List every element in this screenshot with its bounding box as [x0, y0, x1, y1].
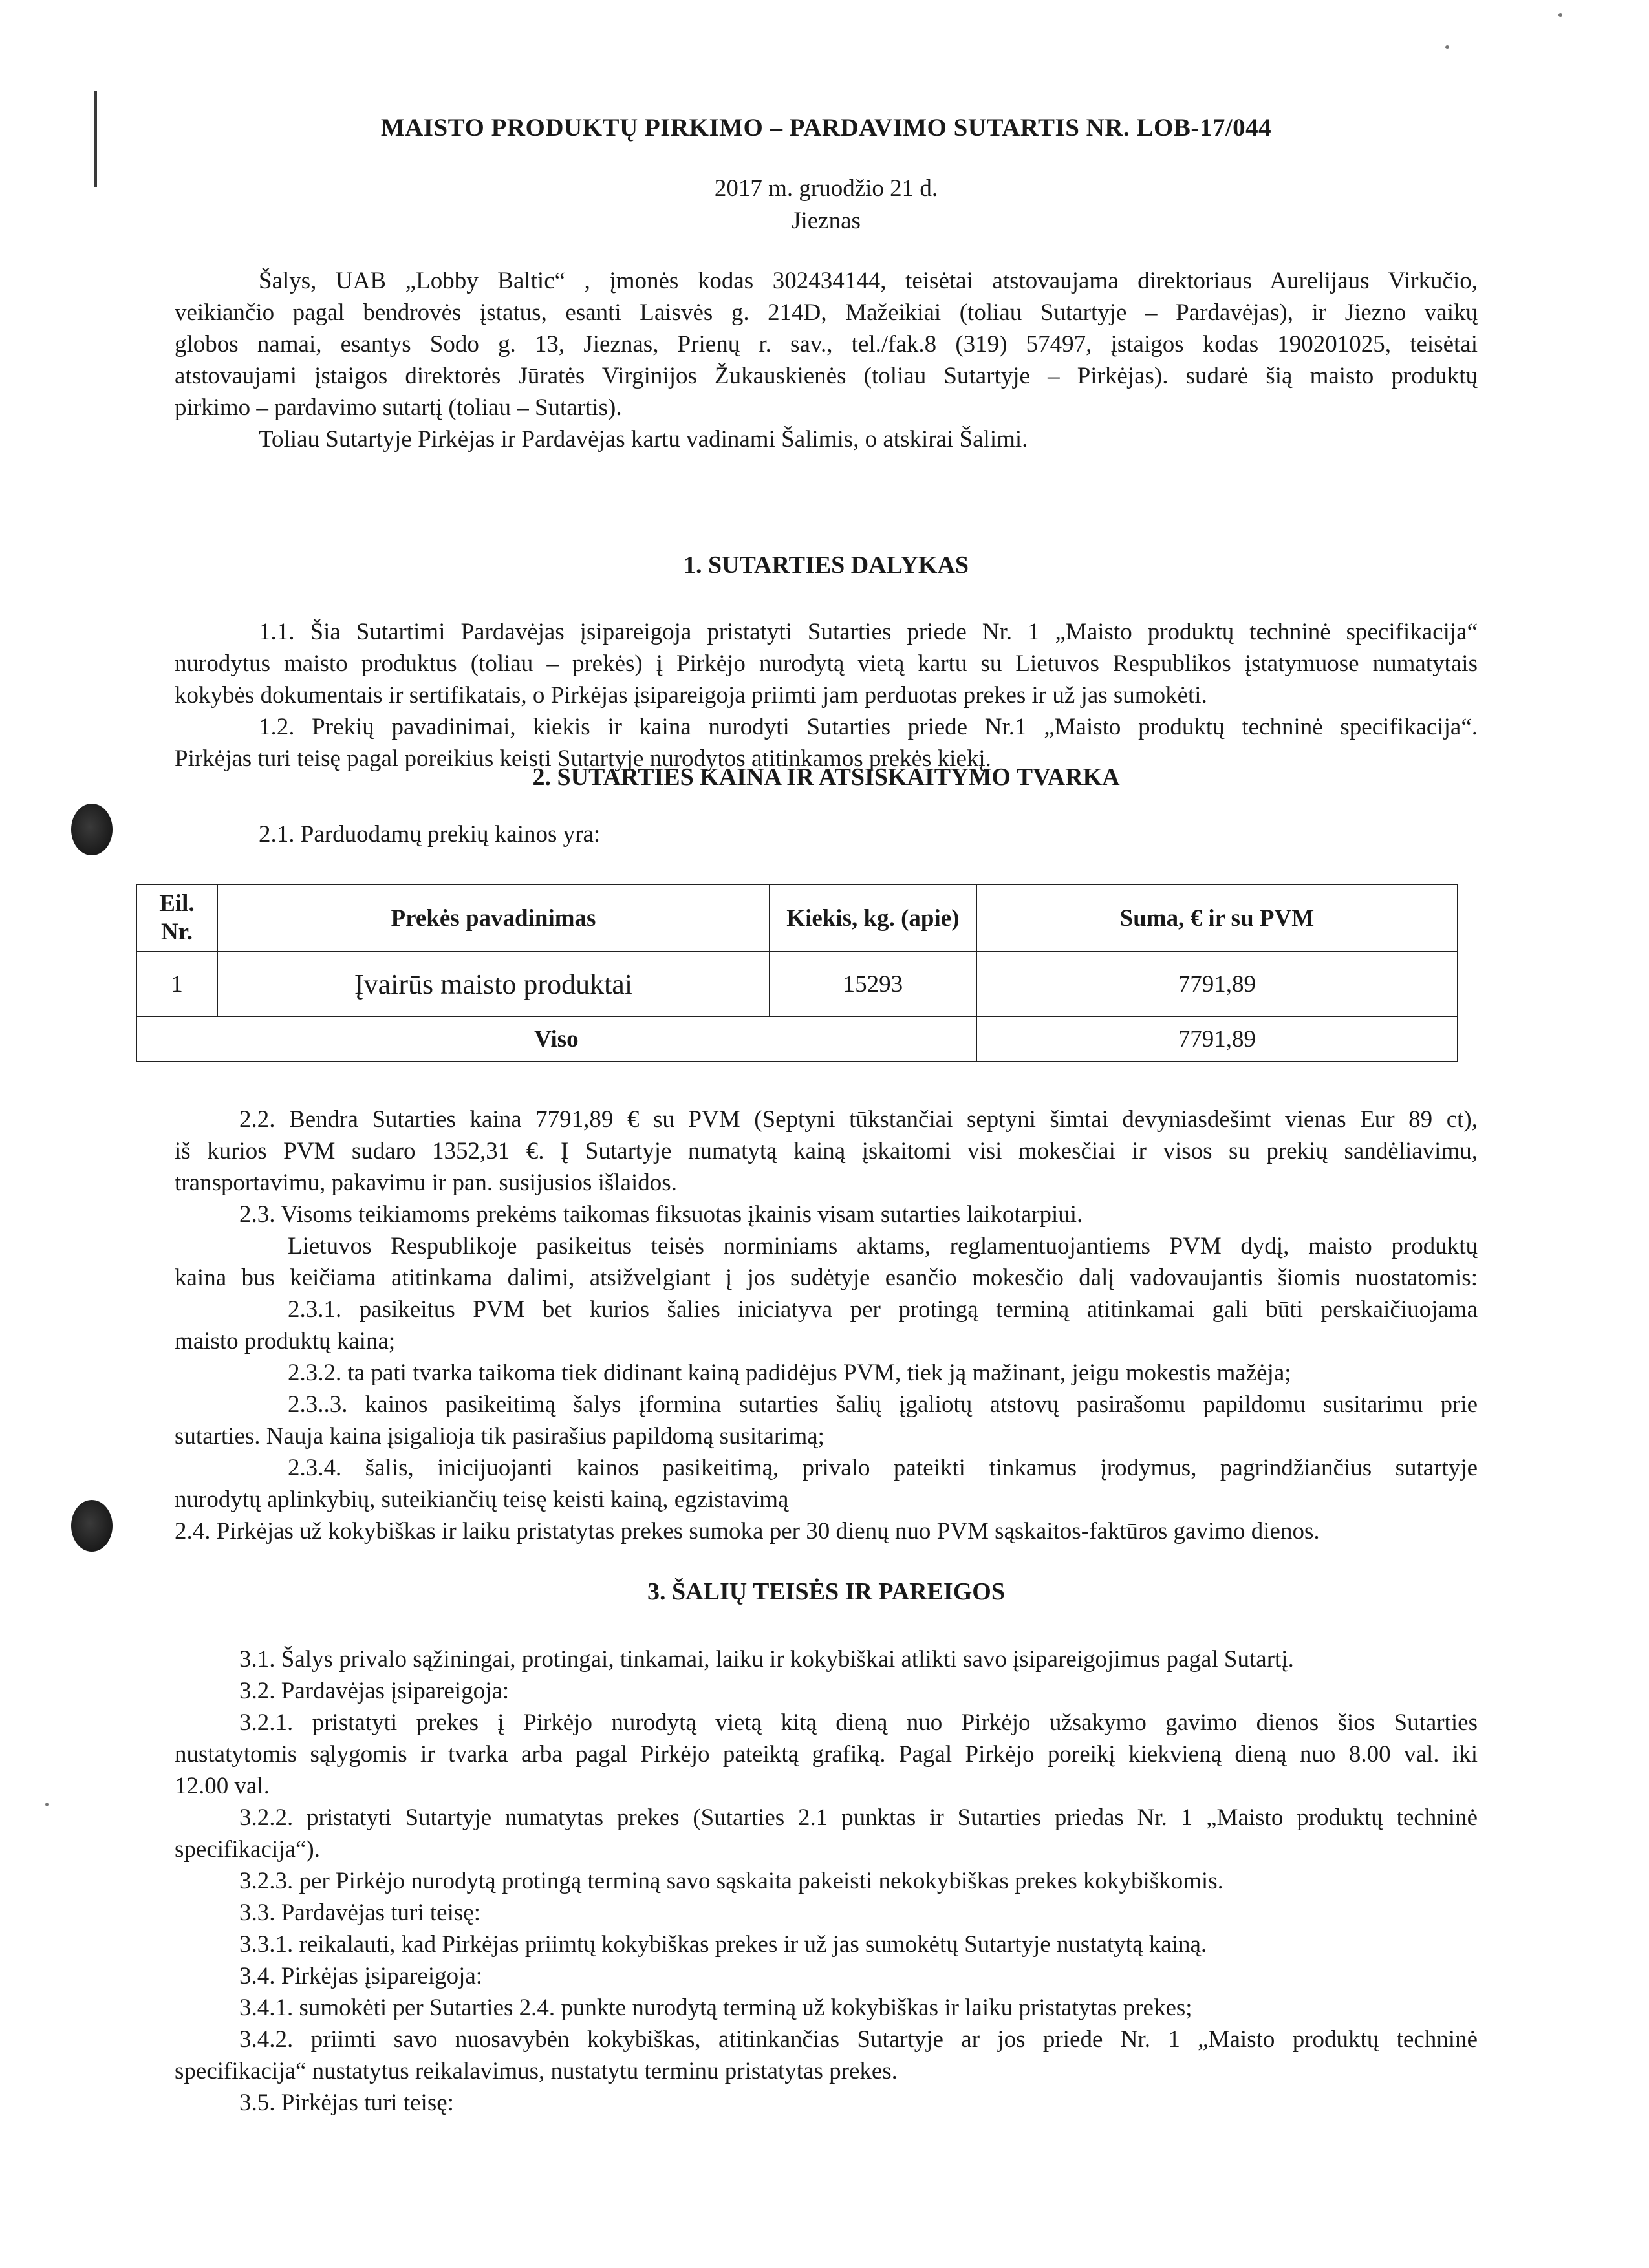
paragraph-line: 3.5. Pirkėjas turi teisę: — [239, 2090, 454, 2116]
paragraph-line: 12.00 val. — [175, 1773, 270, 1799]
paragraph-line: 2.3.4. šalis, inicijuojanti kainos pasikeitimą, privalo pateikti tinkamus įrodymus, pagrindžiančius sutartyje — [288, 1455, 1478, 1481]
preamble-line: veikiančio pagal bendrovės įstatus, esanti Laisvės g. 214D, Mažeikiai (toliau Sutartyje – Pardavėjas), ir Jiezno vaikų — [175, 299, 1478, 326]
paragraph-line: sutarties. Nauja kaina įsigalioja tik pasirašius papildomą susitarimą; — [175, 1423, 824, 1450]
section-heading: 1. SUTARTIES DALYKAS — [683, 551, 969, 579]
paragraph-line: Pirkėjas turi teisę pagal poreikius keisti Sutartyje nurodytos atitinkamos prekės kiekį. — [175, 745, 991, 772]
paragraph-line: specifikacija“ nustatytus reikalavimus, nustatytu terminu pristatytas prekes. — [175, 2058, 898, 2084]
paragraph-line: kokybės dokumentais ir sertifikatais, o Pirkėjas įsipareigoja priimti jam perduotas prekes ir už jas sumokėti. — [175, 682, 1207, 709]
paragraph-line: 2.3..3. kainos pasikeitimą šalys įformina sutarties šalių įgaliotų atstovų pasirašomu papildomu susitarimu prie — [288, 1391, 1478, 1418]
scan-speck — [1558, 13, 1562, 17]
paragraph-line: nurodytų aplinkybių, suteikiančių teisę keisti kainą, egzistavimą — [175, 1486, 789, 1513]
total-label: Viso — [136, 1016, 976, 1062]
paragraph-line: maisto produktų kaina; — [175, 1328, 396, 1354]
paragraph-line: nustatytomis sąlygomis ir tvarka arba pagal Pirkėjo pateiktą grafiką. Pagal Pirkėjo poreikį kiekvieną dieną nuo 8.00 val. iki — [175, 1741, 1478, 1768]
paragraph-line: Lietuvos Respublikoje pasikeitus teisės norminiams aktams, reglamentuojantiems PVM dydį, maisto produktų — [288, 1233, 1478, 1259]
paragraph-line: 3.1. Šalys privalo sąžiningai, protingai, tinkamai, laiku ir kokybiškai atlikti savo įsipareigojimus pagal Sutartį. — [239, 1646, 1294, 1673]
preamble-line: pirkimo – pardavimo sutartį (toliau – Sutartis). — [175, 394, 622, 421]
paragraph-line: transportavimu, pakavimu ir pan. susijusios išlaidos. — [175, 1170, 677, 1196]
table-header-row — [136, 884, 1458, 952]
scan-speck — [1445, 45, 1449, 49]
paragraph-line: 3.3. Pardavėjas turi teisę: — [239, 1899, 480, 1926]
table-total-row — [136, 1016, 1458, 1062]
paragraph-line: 2.3.1. pasikeitus PVM bet kurios šalies iniciatyva per protingą terminą atitinkamai gali būti perskaičiuojama — [288, 1296, 1478, 1323]
paragraph-line: 3.2.3. per Pirkėjo nurodytą protingą terminą savo sąskaita pakeisti nekokybiškas prekes kokybiškomis. — [239, 1868, 1223, 1894]
paragraph-line: 2.3. Visoms teikiamoms prekėms taikomas fiksuotas įkainis visam sutarties laikotarpiui. — [239, 1201, 1083, 1228]
paragraph-line: 3.2.2. pristatyti Sutartyje numatytas prekes (Sutarties 2.1 punktas ir Sutarties priedas Nr. 1 „Maisto produktų techninė — [239, 1804, 1478, 1831]
paragraph-line: 2.3.2. ta pati tvarka taikoma tiek didinant kainą padidėjus PVM, tiek ją mažinant, jeigu mokestis mažėja; — [288, 1360, 1291, 1386]
paragraph-line: 3.2. Pardavėjas įsipareigoja: — [239, 1678, 510, 1704]
cell-sum: 7791,89 — [976, 952, 1458, 1016]
paragraph-line: 3.3.1. reikalauti, kad Pirkėjas priimtų kokybiškas prekes ir už jas sumokėtų Sutartyje nustatytą kainą. — [239, 1931, 1207, 1958]
preamble-line: atstovaujami įstaigos direktorės Jūratės Virginijos Žukauskienės (toliau Sutartyje – Pirkėjas). sudarė šią maisto produktų — [175, 363, 1478, 389]
paragraph-line: kaina bus keičiama atitinkama dalimi, atsižvelgiant į jos sudėtyje esančio mokesčio dalį vadovaujantis šiomis nuostatomis: — [175, 1265, 1478, 1291]
cell-name: Įvairūs maisto produktai — [217, 952, 770, 1016]
preamble — [175, 265, 1478, 455]
section2-body — [175, 1104, 1478, 1547]
paragraph-line: 2.2. Bendra Sutarties kaina 7791,89 € su PVM (Septyni tūkstančiai septyni šimtai devyniasdešimt vienas Eur 89 ct), — [239, 1106, 1478, 1133]
cell-qty: 15293 — [770, 952, 976, 1016]
punch-hole-bottom — [71, 1500, 113, 1552]
paragraph-line: 1.2. Prekių pavadinimai, kiekis ir kaina nurodyti Sutarties priede Nr.1 „Maisto produktų techninė specifikacija“. — [259, 714, 1478, 740]
contract-place: Jieznas — [792, 208, 861, 234]
paragraph-line: 3.4. Pirkėjas įsipareigoja: — [239, 1963, 483, 1989]
preamble-line: Šalys, UAB „Lobby Baltic“ , įmonės kodas 302434144, teisėtai atstovaujama direktoriaus Aurelijaus Virkučio, — [259, 268, 1478, 294]
total-value: 7791,89 — [976, 1016, 1458, 1062]
price-table — [136, 884, 1458, 1062]
preamble-line: Toliau Sutartyje Pirkėjas ir Pardavėjas kartu vadinami Šalimis, o atskirai Šalimi. — [259, 426, 1028, 453]
table-header-name: Prekės pavadinimas — [217, 884, 770, 952]
paragraph-line: 3.4.2. priimti savo nuosavybėn kokybiškas, atitinkančias Sutartyje ar jos priede Nr. 1 „Maisto produktų techninė — [239, 2026, 1478, 2053]
section-heading: 2. SUTARTIES KAINA IR ATSISKAITYMO TVARKA — [532, 764, 1120, 791]
section-heading: 3. ŠALIŲ TEISĖS IR PAREIGOS — [647, 1578, 1005, 1605]
table-row — [136, 952, 1458, 1016]
section1-body — [175, 616, 1478, 775]
paragraph-line: iš kurios PVM sudaro 1352,31 €. Į Sutartyje numatytą kainą įskaitomi visi mokesčiai ir visos su prekių sandėliavimu, — [175, 1138, 1478, 1164]
contract-date: 2017 m. gruodžio 21 d. — [714, 175, 938, 202]
cell-nr: 1 — [136, 952, 217, 1016]
margin-mark — [94, 91, 97, 187]
scan-speck — [45, 1803, 49, 1806]
paragraph-line: specifikacija“). — [175, 1836, 320, 1863]
paragraph-line: 2.4. Pirkėjas už kokybiškas ir laiku pristatytas prekes sumoka per 30 dienų nuo PVM sąskaitos-faktūros gavimo dienos. — [175, 1518, 1320, 1545]
table-header-nr: Eil. Nr. — [136, 884, 217, 952]
contract-title: MAISTO PRODUKTŲ PIRKIMO – PARDAVIMO SUTARTIS NR. LOB-17/044 — [380, 114, 1272, 142]
paragraph-line: 3.4.1. sumokėti per Sutarties 2.4. punkte nurodytą terminą už kokybiškas ir laiku pristatytas prekes; — [239, 1995, 1192, 2021]
paragraph-line: 3.2.1. pristatyti prekes į Pirkėjo nurodytą vietą kitą dieną nuo Pirkėjo užsakymo gavimo dienos šios Sutarties — [239, 1709, 1478, 1736]
preamble-line: globos namai, esantys Sodo g. 13, Jieznas, Prienų r. sav., tel./fak.8 (319) 57497, įstaigos kodas 190201025, teisėtai — [175, 331, 1478, 358]
table-header-sum: Suma, € ir su PVM — [976, 884, 1458, 952]
paragraph: 2.1. Parduodamų prekių kainos yra: — [259, 821, 601, 848]
punch-hole-top — [71, 804, 113, 855]
section3-body — [175, 1643, 1478, 2119]
table-header-qty: Kiekis, kg. (apie) — [770, 884, 976, 952]
paragraph-line: 1.1. Šia Sutartimi Pardavėjas įsipareigoja pristatyti Sutarties priede Nr. 1 „Maisto produktų techninė specifikacija“ — [259, 619, 1478, 645]
paragraph-line: nurodytus maisto produktus (toliau – prekės) į Pirkėjo nurodytą vietą kartu su Lietuvos Respublikos įstatymuose numatytais — [175, 650, 1478, 677]
